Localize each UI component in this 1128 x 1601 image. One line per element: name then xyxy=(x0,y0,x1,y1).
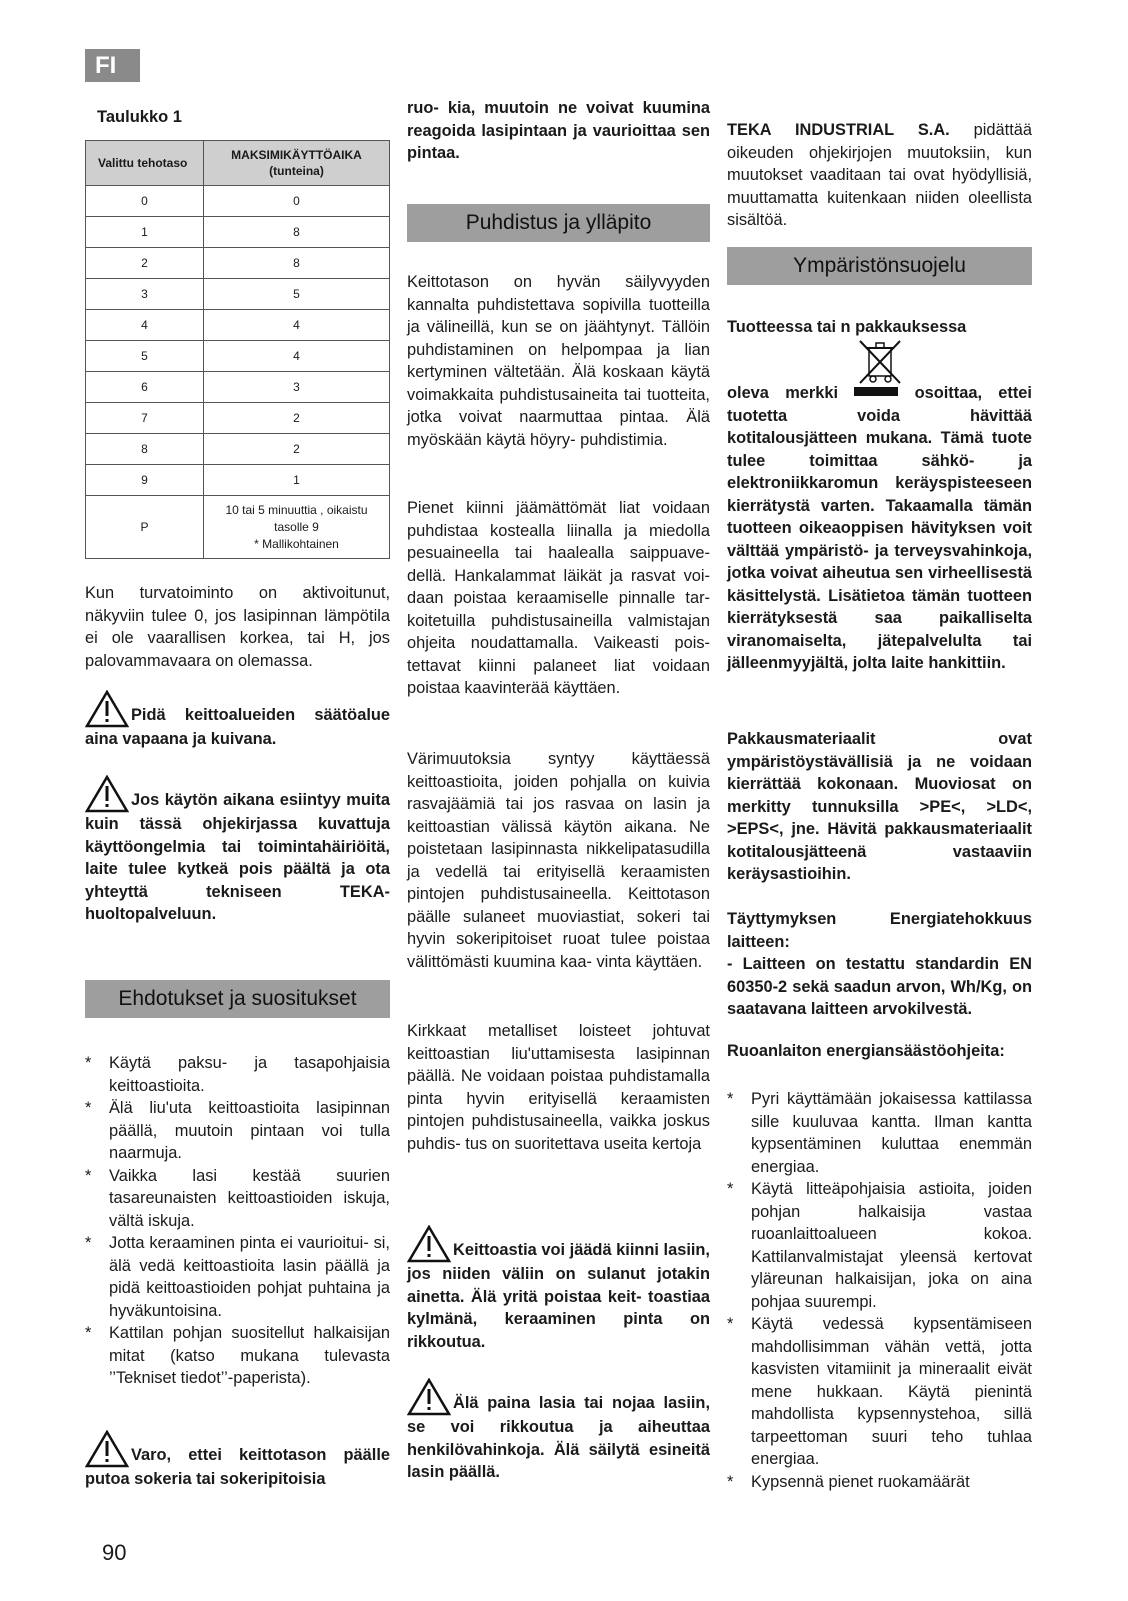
table-title: Taulukko 1 xyxy=(97,108,182,126)
table-cell-line: * Mallikohtainen xyxy=(254,536,339,551)
paragraph: Värimuutoksia syntyy käyttäessä keittoastioita, joiden pohjalla on kuivia rasvajäämiä tai jos rasvaa on lasin ja keittoastian välissä käytön aikana. Ne poistetaan lasipinnasta nikkelipatasudilla ja vedellä tai erityisellä keraamisten pintojen puhdistusaineella. Keittotason päälle sulaneet muoviastiat, sokeri tai hyvin sokeripitoiset ruoat tulee poistaa välittömästi kuumina kaa- vinta käyttäen. xyxy=(407,750,710,971)
table-cell-line: 10 tai 5 minuuttia , oikaistu xyxy=(225,502,368,517)
table-row xyxy=(86,465,390,496)
table-cell: 8 xyxy=(204,248,390,279)
section-heading: Ympäristönsuojelu xyxy=(727,247,1032,285)
continued-text: ruo- kia, muutoin ne voivat kuumina reagoida lasipintaan ja vaurioittaa sen pintaa. xyxy=(407,99,710,162)
list-item: * Käytä vedessä kypsentämiseen mahdollisimman vähän vettä, jotta kasvisten vitamiinit ja mineraalit eivät mene hukkaan. Käytä pienintä mahdollista kypsennystehoa, sillä tarpeettoman suuri teho tuhlaa energiaa. xyxy=(727,1313,1032,1471)
recommendations-list xyxy=(85,1052,390,1390)
table-cell: 1 xyxy=(204,465,390,496)
warning-text: Jos käytön aikana esiintyy muita kuin tässä ohjekirjassa kuvattuja käyttöongelmia tai toimintahäiriöitä, laite tulee kytkeä pois päältä ja ota yhteyttä tekniseen TEKA-huoltopalveluun. xyxy=(85,791,390,923)
table-row xyxy=(86,403,390,434)
env-intro-line: Tuotteessa tai n pakkauksessa xyxy=(727,318,967,336)
warning-icon xyxy=(407,1225,451,1263)
warning-block-5 xyxy=(407,1378,710,1484)
table-cell: 7 xyxy=(86,403,204,434)
env-text-a: oleva merkki xyxy=(727,384,839,402)
weee-bar-mark xyxy=(854,387,898,396)
company-name: TEKA INDUSTRIAL S.A. xyxy=(727,121,950,139)
list-item: * Käytä paksu- ja tasapohjaisia keittoastioita. xyxy=(85,1052,390,1097)
warning-icon xyxy=(85,775,129,813)
list-item: * Älä liu'uta keittoastioita lasipinnan päällä, muutoin pintaan voi tulla naarmuja. xyxy=(85,1097,390,1165)
tips-title: Ruoanlaiton energiansäästöohjeita: xyxy=(727,1042,1005,1060)
table-cell: 6 xyxy=(86,372,204,403)
table-row xyxy=(86,186,390,217)
table-cell: 2 xyxy=(86,248,204,279)
table-cell: 0 xyxy=(204,186,390,217)
table-row xyxy=(86,496,390,559)
warning-icon xyxy=(85,1430,129,1468)
table-row xyxy=(86,217,390,248)
legal-paragraph xyxy=(727,119,1032,232)
page-number: 90 xyxy=(102,1540,127,1565)
packaging-paragraph: Pakkausmateriaalit ovat ympäristöystävällisiä ja ne voidaan kierrättää kokonaan. Muoviosat on merkitty tunnuksilla >PE<, >LD<, >EPS<, jne. Hävitä pakkausmateriaalit kotitalousjätteenä vastaaviin keräysastioihin. xyxy=(727,730,1032,883)
table-cell: 2 xyxy=(204,434,390,465)
table-row xyxy=(86,248,390,279)
paragraph: Pienet kiinni jäämättömät liat voidaan puhdistaa kostealla liinalla ja miedolla pesuaineella tai haalealla saippuave- dellä. Hankalammat läikät ja rasvat voi- daan poistaa keraamiselle pinnalle tar- koitetuilla puhdistusaineilla valmistajan ohjeita noudattamalla. Vaikeasti pois- tettavat kiinni palaneet liat voidaan poistaa kaavinterää käyttäen. xyxy=(407,499,710,697)
list-item: * Kattilan pohjan suositellut halkaisijan mitat (katso mukana tulevasta ’’Tekniset tiedot’’-paperista). xyxy=(85,1322,390,1390)
warning-icon xyxy=(85,690,129,728)
warning-block-2 xyxy=(85,775,390,926)
table-cell: 8 xyxy=(204,217,390,248)
list-item: * Jotta keraaminen pinta ei vaurioitui- si, älä vedä keittoastioita lasin päällä ja pidä keittoastioiden pohjat puhtaina ja hyväkuntoisina. xyxy=(85,1232,390,1322)
table-cell: 4 xyxy=(204,341,390,372)
legal-text: pidättää oikeuden ohjekirjojen muutoksiin, kun muutokset vaaditaan tai ovat hyödyllisiä, muuttamatta kuitenkaan niiden oleellista sisältöä. xyxy=(727,121,1032,229)
list-item: * Vaikka lasi kestää suurien tasareunaisten keittoastioiden iskuja, vältä iskuja. xyxy=(85,1165,390,1233)
warning-text: Varo, ettei keittotason päälle putoa sokeria tai sokeripitoisia xyxy=(85,1446,390,1488)
usage-time-table xyxy=(85,140,390,559)
warning-text: Pidä keittoalueiden säätöalue aina vapaana ja kuivana. xyxy=(85,706,390,748)
table-row xyxy=(86,310,390,341)
table-cell-line: tasolle 9 xyxy=(274,519,319,534)
table-cell: 5 xyxy=(204,279,390,310)
warning-text: Keittoastia voi jäädä kiinni lasiin, jos niiden väliin on sulanut jotakin ainetta. Älä yritä poistaa keit- toastiaa kylmänä, keraaminen pinta on rikkoutua. xyxy=(407,1241,710,1351)
section-heading: Puhdistus ja ylläpito xyxy=(407,204,710,242)
table-cell: 0 xyxy=(86,186,204,217)
env-paragraph xyxy=(727,382,1032,675)
list-item: * Käytä litteäpohjaisia astioita, joiden pohjan halkaisija vastaa ruoanlaittoalueen kokoa. Kattilanvalmistajat yleensä kertovat yläreunan halkaisijan, joka on aina pohjaa suurempi. xyxy=(727,1178,1032,1313)
warning-block-4 xyxy=(407,1225,710,1353)
table-cell: P xyxy=(86,496,204,559)
table-row xyxy=(86,434,390,465)
weee-bin-icon xyxy=(857,338,903,386)
list-item: * Pyri käyttämään jokaisessa kattilassa sille kuuluvaa kantta. Ilman kantta kypsentäminen kuluttaa enemmän energiaa. xyxy=(727,1088,1032,1178)
env-text-b: osoittaa, ettei tuotetta voida hävittää kotitalousjätteen mukana. Tämä tuote tulee toimittaa sähkö- ja elektroniikkaromun keräyspisteeseen kierrätystä varten. Takaamalla tämän tuotteen oikeaoppisen hävityksen voit välttää ympäristö- ja terveysvahinkoja, jotka voivat aiheutua sen virheellisestä käsittelystä. Lisätietoa tämän tuotteen kierrätyksestä saa paikalliselta viranomaiselta, jätepalvelulta tai jälleenmyyjältä, jolta laite hankittiin. xyxy=(727,384,1032,672)
table-cell: 4 xyxy=(204,310,390,341)
table-row xyxy=(86,341,390,372)
warning-block-1 xyxy=(85,690,390,751)
section-heading: Ehdotukset ja suositukset xyxy=(85,980,390,1018)
paragraph: Keittotason on hyvän säilyvyyden kannalta puhdistettava sopivilla tuotteilla ja välineillä, kun se on jäähtynyt. Tällöin puhdistaminen on helpompaa ja lian kertyminen vältetään. Älä koskaan käytä voimakkaita puhdistusaineita tai tuotteita, jotka voivat naarmuttaa pintaa. Älä myöskään käytä höyry- puhdistimia. xyxy=(407,273,710,449)
list-item: * Kypsennä pienet ruokamäärät xyxy=(727,1471,1032,1494)
safety-paragraph: Kun turvatoiminto on aktivoitunut, näkyviin tulee 0, jos lasipinnan lämpötila ei ole vaarallisen korkea, tai H, jos palovammavaara on olemassa. xyxy=(85,584,390,670)
paragraph: Kirkkaat metalliset loisteet johtuvat keittoastian liu'uttamisesta lasipinnan päällä. Ne voidaan poistaa puhdistamalla pinta hyvin erityisellä keraamisten pintojen puhdistusaineella, vaikka joskus puhdis- tus on suoritettava useita kertoja xyxy=(407,1022,710,1153)
table-cell: 3 xyxy=(86,279,204,310)
table-header-time: MAKSIMIKÄYTTÖAIKA (tunteina) xyxy=(204,141,390,186)
table-cell: 3 xyxy=(204,372,390,403)
table-cell: 9 xyxy=(86,465,204,496)
table-cell xyxy=(204,496,390,559)
warning-icon xyxy=(407,1378,451,1416)
energy-text: - Laitteen on testattu standardin EN 60350-2 sekä saadun arvon, Wh/Kg, on saatavana laitteen arvokilvestä. xyxy=(727,955,1032,1018)
table-cell: 2 xyxy=(204,403,390,434)
table-cell: 5 xyxy=(86,341,204,372)
table-cell: 4 xyxy=(86,310,204,341)
table-cell: 8 xyxy=(86,434,204,465)
table-header-row xyxy=(86,141,390,186)
table-cell: 1 xyxy=(86,217,204,248)
table-row xyxy=(86,279,390,310)
energy-title: Täyttymyksen Energiatehokkuus laitteen: xyxy=(727,910,1032,951)
language-tab: FI xyxy=(85,49,140,82)
table-header-level: Valittu tehotaso xyxy=(86,141,204,186)
warning-block-3 xyxy=(85,1430,390,1491)
table-row xyxy=(86,372,390,403)
warning-text: Älä paina lasia tai nojaa lasiin, se voi rikkoutua ja aiheuttaa henkilövahinkoja. Älä säilytä esineitä lasin päällä. xyxy=(407,1394,710,1481)
energy-tips-list xyxy=(727,1088,1032,1493)
